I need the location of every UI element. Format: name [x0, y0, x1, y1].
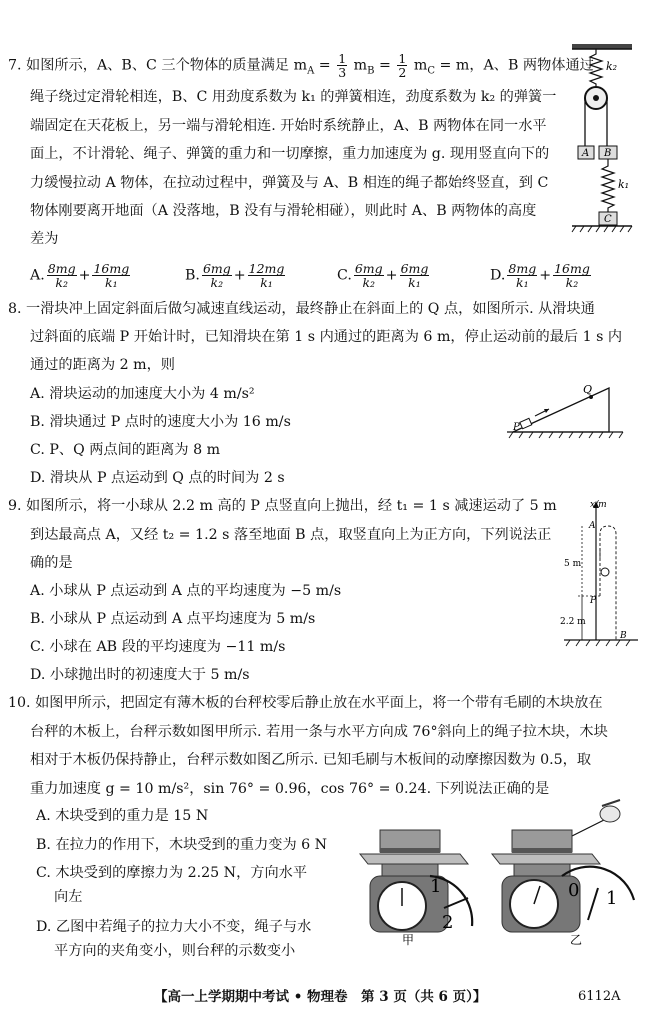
q10-figure-yi — [490, 800, 638, 946]
page-footer: 【高一上学期期中考试 • 物理卷 第 3 页（共 6 页）】 — [154, 989, 487, 1005]
q7-line2: 绳子绕过定滑轮相连，B、C 用劲度系数为 k₁ 的弹簧相连，劲度系数为 k₂ 的弹簧一 — [30, 89, 557, 105]
caption-jia: 甲 — [402, 933, 415, 947]
q8-line3: 通过的距离为 2 m，则 — [30, 357, 175, 373]
rope — [572, 818, 608, 836]
spring-k2 — [590, 49, 602, 88]
trajectory — [600, 526, 616, 640]
q9-throw-figure — [560, 498, 640, 648]
q9-line3: 确的是 — [30, 555, 73, 571]
svg-text:B: B — [604, 148, 612, 159]
slider-block — [520, 418, 532, 428]
svg-text:2: 2 — [442, 912, 454, 933]
ball — [601, 568, 609, 576]
q7-option-d[interactable]: D. $\frac{8mg}{\text{k₁}}$ + $\frac{16mg}{\text{k₂}}$ — [490, 261, 590, 290]
board — [360, 854, 468, 864]
q8-option-c[interactable]: C. P、Q 两点间的距离为 8 m — [30, 442, 221, 458]
q8-option-d[interactable]: D. 滑块从 P 点运动到 Q 点的时间为 2 s — [30, 470, 285, 486]
q7-option-b[interactable]: B. $\frac{6mg}{\text{k₂}}$ + $\frac{12mg}{\text{k₁}}$ — [185, 261, 285, 290]
fraction: $\frac{1}{3}$ — [338, 51, 347, 80]
q10-line1: 10. 如图甲所示，把固定有薄木板的台秤校零后静止放在水平面上，将一个带有毛刷的木块放在 — [8, 695, 603, 711]
page-code: 6112A — [578, 989, 621, 1004]
q10-line3: 相对于木板仍保持静止，台秤示数如图乙所示. 已知毛刷与木板间的动摩擦因数为 0.5，取 — [30, 752, 592, 768]
q8-option-b[interactable]: B. 滑块通过 P 点时的速度大小为 16 m/s — [30, 414, 291, 430]
q10-figure-jia — [360, 808, 480, 946]
q10-option-b[interactable]: B. 在拉力的作用下，木块受到的重力变为 6 N — [36, 837, 328, 853]
svg-text:0: 0 — [568, 880, 580, 901]
svg-text:P: P — [590, 596, 597, 606]
q7-option-a[interactable]: A. $\frac{8mg}{\text{k₂}}$ + $\frac{16mg}{\text{k₁}}$ — [30, 261, 130, 290]
svg-text:1: 1 — [430, 876, 442, 897]
q7-line4: 面上，不计滑轮、绳子、弹簧的重力和一切摩擦，重力加速度为 g. 现用竖直向下的 — [30, 146, 550, 162]
height-2-2m: 2.2 m — [560, 617, 586, 627]
label-k2: k₂ — [606, 60, 618, 73]
svg-text:1: 1 — [606, 888, 618, 909]
q7-pulley-figure — [568, 42, 640, 238]
q10-line4: 重力加速度 g = 10 m/s²，sin 76° = 0.96，cos 76° = 0.24. 下列说法正确的是 — [30, 781, 550, 797]
svg-text:Q: Q — [583, 383, 593, 396]
q8-line1: 8. 一滑块冲上固定斜面后做匀减速直线运动，最终静止在斜面上的 Q 点，如图所示. 从滑块通 — [8, 301, 595, 317]
q10-option-c[interactable]: C. 木块受到的摩擦力为 2.25 N，方向水平 向左 — [36, 865, 308, 905]
q8-line2: 过斜面的底端 P 开始计时，已知滑块在第 1 s 内通过的距离为 6 m，停止运动前的最后 1 s 内 — [30, 329, 623, 345]
q9-option-b[interactable]: B. 小球从 P 点运动到 A 点平均速度为 5 m/s — [30, 611, 316, 627]
q7-line5: 力缓慢拉动 A 物体，在拉动过程中，弹簧及与 A、B 相连的绳子都始终竖直，到 C — [30, 175, 549, 191]
point-p-label: P — [513, 422, 520, 433]
height-5m: 5 m — [564, 559, 582, 569]
q7-line1: 7. 如图所示，A、B、C 三个物体的质量满足 $m_A$ = $\frac{1}{3}$ $m_B$ = $\frac{1}{2}$ $m_C = m$，A、B 两物体通过 — [8, 51, 594, 80]
q9-option-a[interactable]: A. 小球从 P 点运动到 A 点的平均速度为 −5 m/s — [30, 583, 342, 599]
q7-line6: 物体刚要离开地面（A 没落地，B 没有与滑轮相碰），则此时 A、B 两物体的高度 — [30, 203, 537, 219]
q7-option-c[interactable]: C. $\frac{6mg}{\text{k₂}}$ + $\frac{6mg}{\text{k₁}}$ — [337, 261, 429, 290]
q7-line7: 差为 — [30, 231, 59, 247]
q7-line3: 端固定在天花板上，另一端与滑轮相连. 开始时系统静止，A、B 两物体在同一水平 — [30, 118, 547, 134]
spring-k1 — [602, 159, 614, 212]
board — [492, 854, 600, 864]
q10-option-a[interactable]: A. 木块受到的重力是 15 N — [36, 808, 209, 824]
hand — [600, 806, 620, 822]
svg-text:B: B — [620, 631, 627, 641]
q10-line2: 台秤的木板上，台秤示数如图甲所示. 若用一条与水平方向成 76°斜向上的绳子拉木块，木块 — [30, 724, 608, 740]
svg-text:C: C — [604, 214, 612, 225]
q9-line2: 到达最高点 A，又经 t₂ = 1.2 s 落至地面 B 点，取竖直向上为正方向，下列说法正 — [30, 527, 552, 543]
fraction: $\frac{1}{2}$ — [398, 51, 407, 80]
caption-yi: 乙 — [570, 933, 583, 947]
svg-text:A: A — [582, 148, 590, 159]
q8-incline-figure — [505, 380, 627, 442]
q9-option-c[interactable]: C. 小球在 AB 段的平均速度为 −11 m/s — [30, 639, 286, 655]
q10-option-d[interactable]: D. 乙图中若绳子的拉力大小不变，绳子与水 平方向的夹角变小，则台秤的示数变小 — [36, 919, 312, 959]
label-k1: k₁ — [618, 178, 630, 191]
svg-text:A: A — [589, 521, 596, 531]
axis-label: x/m — [590, 500, 607, 510]
q9-option-d[interactable]: D. 小球抛出时的初速度大于 5 m/s — [30, 667, 250, 683]
q9-line1: 9. 如图所示，将一小球从 2.2 m 高的 P 点竖直向上抛出，经 t₁ = 1 s 减速运动了 5 m — [8, 498, 557, 514]
q8-option-a[interactable]: A. 滑块运动的加速度大小为 4 m/s² — [30, 386, 255, 402]
